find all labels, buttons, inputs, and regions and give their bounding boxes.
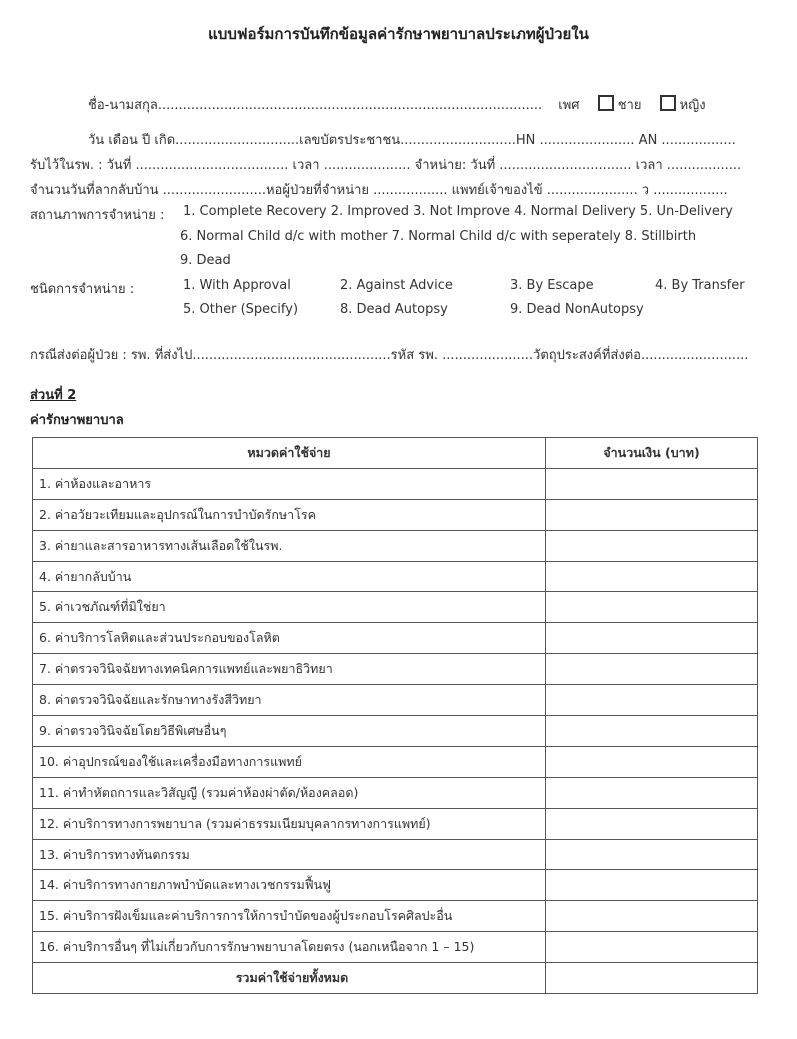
amount-cell[interactable] [546, 870, 758, 901]
amount-cell[interactable] [546, 932, 758, 963]
table-row [33, 839, 758, 870]
table-row [33, 870, 758, 901]
category-cell: 16. ค่าบริการอื่นๆ ที่ไม่เกี่ยวกับการรักษาพยาบาลโดยตรง (นอกเหนือจาก 1 – 15) [33, 932, 546, 963]
table-row [33, 746, 758, 777]
amount-cell[interactable] [546, 654, 758, 685]
amount-cell[interactable] [546, 468, 758, 499]
table-row [33, 932, 758, 963]
leave-line[interactable]: จำนวนวันที่ลากลับบ้าน .........................หอผู้ป่วยที่จำหน่าย .................. แพทย์เจ้าของไข้ ...................... ว .................. [30, 183, 728, 198]
category-cell: 15. ค่าบริการฝังเข็มและค่าบริการการให้การบำบัดของผู้ประกอบโรคศิลปะอื่น [33, 901, 546, 932]
header-amount: จำนวนเงิน (บาท) [546, 438, 758, 469]
category-cell: 11. ค่าทำหัตถการและวิสัญญี (รวมค่าห้องผ่าตัด/ห้องคลอด) [33, 777, 546, 808]
category-cell: 4. ค่ายากลับบ้าน [33, 561, 546, 592]
category-cell: 13. ค่าบริการทางทันตกรรม [33, 839, 546, 870]
admit-line[interactable]: รับไว้ในรพ. : วันที่ ..................................... เวลา ..................... จำหน่าย: วันที่ ................................ เวลา .................. [30, 158, 742, 173]
status-options-2: 6. Normal Child d/c with mother 7. Normal Child d/c with seperately 8. Stillbirth [180, 229, 697, 244]
table-row [33, 592, 758, 623]
type-label: ชนิดการจำหน่าย : [30, 282, 135, 297]
category-cell: 12. ค่าบริการทางการพยาบาล (รวมค่าธรรมเนียมบุคลากรทางการแพทย์) [33, 808, 546, 839]
type-option: 8. Dead Autopsy [340, 302, 448, 317]
table-row [33, 499, 758, 530]
amount-cell[interactable] [546, 499, 758, 530]
amount-cell[interactable] [546, 839, 758, 870]
table-header [33, 438, 758, 469]
sex-label: เพศ [558, 98, 580, 113]
form-title: แบบฟอร์มการบันทึกข้อมูลค่ารักษาพยาบาลประเภทผู้ป่วยใน [208, 25, 589, 43]
type-option: 9. Dead NonAutopsy [510, 302, 644, 317]
table-row [33, 777, 758, 808]
header-category: หมวดค่าใช้จ่าย [33, 438, 546, 469]
amount-cell[interactable] [546, 777, 758, 808]
category-cell: 6. ค่าบริการโลหิตและส่วนประกอบของโลหิต [33, 623, 546, 654]
amount-cell[interactable] [546, 716, 758, 747]
refer-line[interactable]: กรณีส่งต่อผู้ป่วย : รพ. ที่ส่งไป................................................รหัส รพ. ......................วัตถุประสงค์ที่ส่งต่อ.......................... [30, 348, 749, 363]
amount-cell[interactable] [546, 808, 758, 839]
amount-cell[interactable] [546, 746, 758, 777]
type-option: 4. By Transfer [655, 278, 745, 293]
name-field[interactable]: ชื่อ-นามสกุล............................................................................................. [88, 98, 543, 113]
table-row [33, 623, 758, 654]
table-row [33, 685, 758, 716]
type-option: 3. By Escape [510, 278, 594, 293]
amount-cell[interactable] [546, 592, 758, 623]
category-cell: 2. ค่าอวัยวะเทียมและอุปกรณ์ในการบำบัดรักษาโรค [33, 499, 546, 530]
amount-cell[interactable] [546, 901, 758, 932]
type-option: 2. Against Advice [340, 278, 453, 293]
amount-cell[interactable] [546, 685, 758, 716]
section-subheading: ค่ารักษาพยาบาล [30, 413, 124, 428]
type-option: 5. Other (Specify) [183, 302, 299, 317]
category-cell: 1. ค่าห้องและอาหาร [33, 468, 546, 499]
category-cell: 8. ค่าตรวจวินิจฉัยและรักษาทางรังสีวิทยา [33, 685, 546, 716]
table-row [33, 808, 758, 839]
total-amount-cell[interactable] [546, 963, 758, 994]
category-cell: 10. ค่าอุปกรณ์ของใช้และเครื่องมือทางการแพทย์ [33, 746, 546, 777]
section-heading: ส่วนที่ 2 [30, 388, 77, 403]
table-row [33, 530, 758, 561]
table-row [33, 468, 758, 499]
amount-cell[interactable] [546, 623, 758, 654]
female-checkbox[interactable] [660, 95, 676, 111]
name-line [88, 94, 706, 115]
category-cell: 5. ค่าเวชภัณฑ์ที่มิใช่ยา [33, 592, 546, 623]
total-label: รวมค่าใช้จ่ายทั้งหมด [33, 963, 546, 994]
male-label: ชาย [617, 98, 642, 113]
table-row [33, 716, 758, 747]
male-checkbox[interactable] [598, 95, 614, 111]
category-cell: 14. ค่าบริการทางกายภาพบำบัดและทางเวชกรรมฟื้นฟู [33, 870, 546, 901]
category-cell: 7. ค่าตรวจวินิจฉัยทางเทคนิคการแพทย์และพยาธิวิทยา [33, 654, 546, 685]
status-options-3: 9. Dead [180, 253, 231, 268]
total-row [33, 963, 758, 994]
amount-cell[interactable] [546, 530, 758, 561]
status-options-1: 1. Complete Recovery 2. Improved 3. Not Improve 4. Normal Delivery 5. Un-Delivery [183, 204, 733, 219]
type-option: 1. With Approval [183, 278, 291, 293]
table-row [33, 561, 758, 592]
cost-table [32, 437, 758, 994]
category-cell: 9. ค่าตรวจวินิจฉัยโดยวิธีพิเศษอื่นๆ [33, 716, 546, 747]
amount-cell[interactable] [546, 561, 758, 592]
table-row [33, 654, 758, 685]
table-row [33, 901, 758, 932]
birth-line[interactable]: วัน เดือน ปี เกิด..............................เลขบัตรประชาชน............................HN ....................... AN .................. [88, 133, 736, 148]
category-cell: 3. ค่ายาและสารอาหารทางเส้นเลือดใช้ในรพ. [33, 530, 546, 561]
status-label: สถานภาพการจำหน่าย : [30, 208, 165, 223]
female-label: หญิง [679, 98, 706, 113]
